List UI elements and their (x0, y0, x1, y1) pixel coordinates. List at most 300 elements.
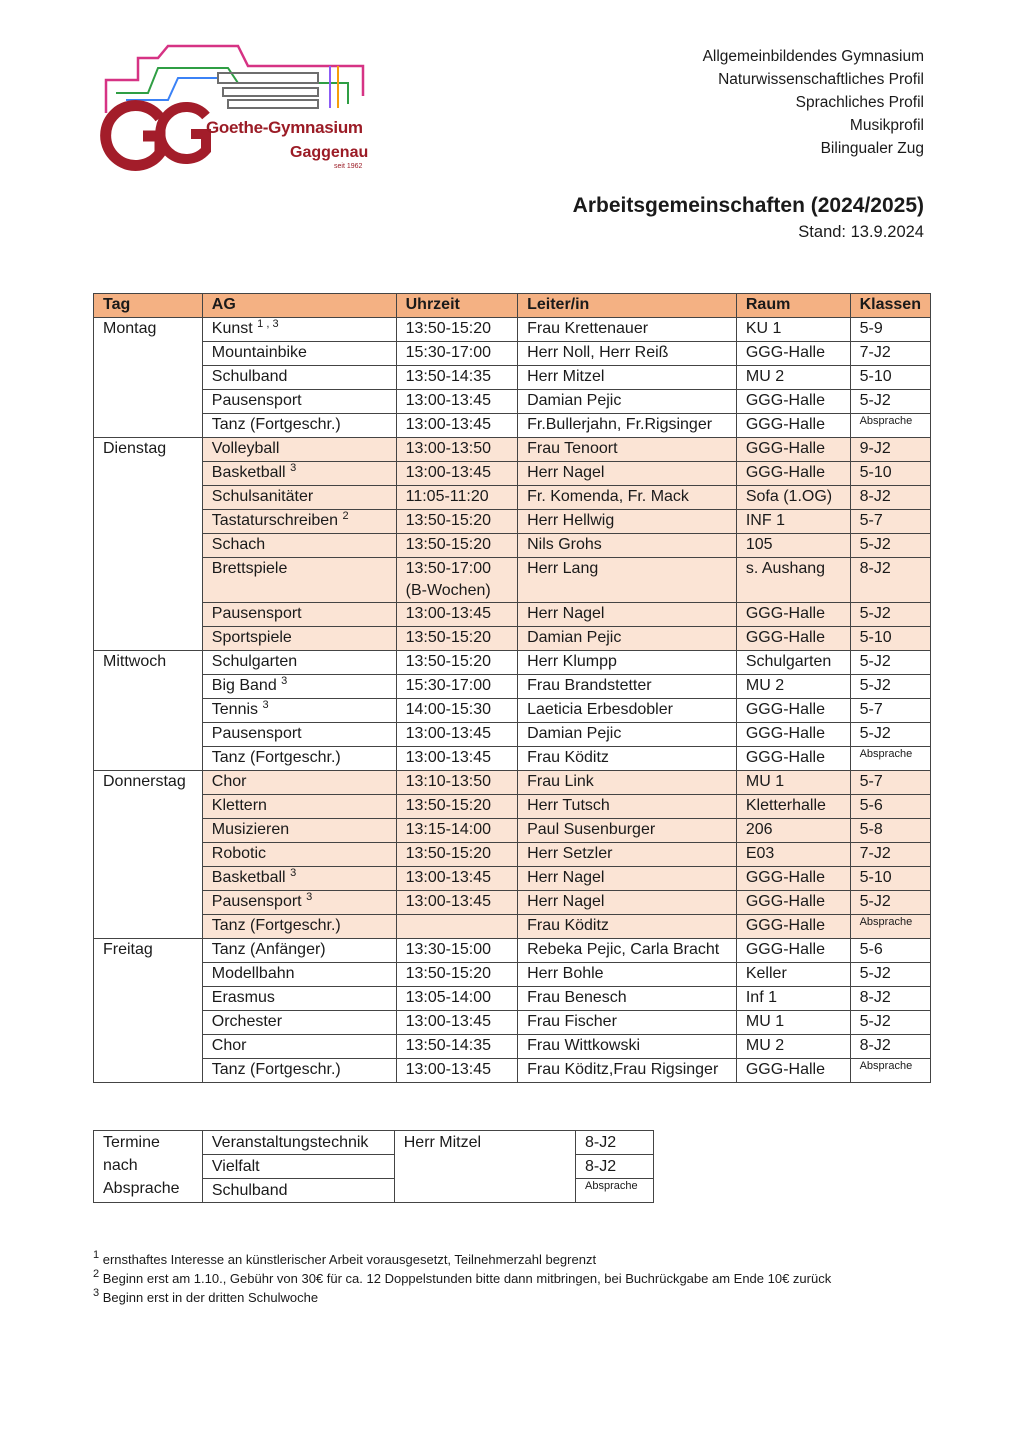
time-value: 13:50-14:35 (405, 368, 492, 385)
leader-cell: Herr Bohle (518, 963, 737, 987)
time-cell (396, 963, 517, 987)
classes-cell: 5-10 (850, 366, 930, 390)
ag-name: Mountainbike (211, 344, 307, 361)
time-cell (396, 771, 517, 795)
ag-cell (202, 318, 396, 342)
classes-small: Absprache (859, 748, 913, 760)
time-value: 13:50-14:35 (405, 1037, 492, 1054)
time-value: 11:05-11:20 (405, 488, 489, 505)
footnote-mark: 2 (93, 1268, 100, 1280)
ag-cell (202, 366, 396, 390)
ag-cell (202, 342, 396, 366)
table-row (94, 939, 931, 963)
table-row (94, 915, 931, 939)
header-tag: Tag (94, 294, 203, 318)
ag-cell (202, 603, 396, 627)
classes-cell: 5-9 (850, 318, 930, 342)
ag-cell (202, 651, 396, 675)
leader-cell: Herr Lang (518, 558, 737, 603)
classes-cell: 5-6 (850, 939, 930, 963)
profile-line: Sprachliches Profil (795, 94, 924, 111)
room-cell: Schulgarten (736, 651, 850, 675)
ag-name: Tanz (Fortgeschr.) (211, 917, 341, 934)
classes-cell (850, 414, 930, 438)
ag-name: Volleyball (211, 440, 280, 457)
ag-cell (202, 891, 396, 915)
time-cell (396, 747, 517, 771)
ag-cell (202, 414, 396, 438)
time-cell (396, 438, 517, 462)
leader-cell: Herr Tutsch (518, 795, 737, 819)
ag-name: Pausensport (211, 605, 302, 622)
room-cell: GGG-Halle (736, 891, 850, 915)
time-cell (396, 867, 517, 891)
room-cell: s. Aushang (736, 558, 850, 603)
room-cell: GGG-Halle (736, 438, 850, 462)
table-row (94, 558, 931, 603)
classes-cell: 5-J2 (850, 963, 930, 987)
time-value: 13:00-13:45 (405, 869, 492, 886)
leader-cell: Damian Pejic (518, 390, 737, 414)
ag-footnote-mark: 3 (290, 462, 297, 474)
leader-cell: Frau Krettenauer (518, 318, 737, 342)
classes-cell (850, 1059, 930, 1083)
time-cell (396, 486, 517, 510)
time-cell (396, 915, 517, 939)
leader-cell: Herr Nagel (518, 891, 737, 915)
ag-cell (202, 963, 396, 987)
time-value: 13:00-13:45 (405, 416, 492, 433)
time-cell (396, 318, 517, 342)
room-cell: GGG-Halle (736, 627, 850, 651)
time-cell (396, 462, 517, 486)
time-value: 13:00-13:50 (405, 440, 492, 457)
leader-cell: Herr Nagel (518, 867, 737, 891)
classes-cell: 8-J2 (850, 558, 930, 603)
leader-cell: Frau Wittkowski (518, 1035, 737, 1059)
room-cell: Sofa (1.OG) (736, 486, 850, 510)
ag-name: Big Band (211, 677, 277, 694)
room-cell: GGG-Halle (736, 915, 850, 939)
time-cell (396, 795, 517, 819)
ag-cell (202, 699, 396, 723)
ag-name: Tanz (Fortgeschr.) (211, 416, 341, 433)
footnote-mark: 3 (93, 1287, 100, 1299)
time-cell (396, 414, 517, 438)
classes-cell: 5-J2 (850, 534, 930, 558)
leader-cell: Frau Köditz,Frau Rigsinger (518, 1059, 737, 1083)
ag-name: Brettspiele (211, 560, 288, 577)
time-cell (396, 675, 517, 699)
leader-cell: Laeticia Erbesdobler (518, 699, 737, 723)
day-cell: Mittwoch (94, 651, 203, 771)
table-row (94, 1035, 931, 1059)
time-cell (396, 390, 517, 414)
day-cell: Donnerstag (94, 771, 203, 939)
time-cell (396, 1011, 517, 1035)
ag-cell (202, 795, 396, 819)
room-cell: KU 1 (736, 318, 850, 342)
table-row (94, 723, 931, 747)
room-cell: 105 (736, 534, 850, 558)
time-value: 13:00-13:45 (405, 893, 492, 910)
ag-name: Pausensport (211, 893, 302, 910)
room-cell: GGG-Halle (736, 747, 850, 771)
ag-cell (202, 534, 396, 558)
classes-cell: 5-J2 (850, 603, 930, 627)
room-cell: GGG-Halle (736, 699, 850, 723)
classes-cell: 7-J2 (850, 843, 930, 867)
ag-cell (202, 939, 396, 963)
ag-name: Basketball (211, 869, 286, 886)
day-cell: Dienstag (94, 438, 203, 651)
ag-name: Erasmus (211, 989, 275, 1006)
time-value: 13:00-13:45 (405, 605, 492, 622)
ag-cell (202, 867, 396, 891)
table-row (94, 366, 931, 390)
leader-cell: Frau Brandstetter (518, 675, 737, 699)
ag-name: Sportspiele (211, 629, 292, 646)
time-cell (396, 891, 517, 915)
time-value: 13:50-15:20 (405, 512, 492, 529)
table-row (94, 1131, 654, 1155)
classes-cell: 5-10 (850, 462, 930, 486)
classes-cell: 8-J2 (850, 486, 930, 510)
leader-cell: Herr Noll, Herr Reiß (518, 342, 737, 366)
time-cell (396, 939, 517, 963)
ag-cell (202, 510, 396, 534)
room-cell: GGG-Halle (736, 390, 850, 414)
ag-name: Tanz (Anfänger) (211, 941, 326, 958)
classes-cell: 5-8 (850, 819, 930, 843)
extra-label-line: Absprache (103, 1180, 180, 1197)
leader-cell: Herr Mitzel (518, 366, 737, 390)
footnotes (93, 1250, 831, 1307)
time-value: 13:00-13:45 (405, 749, 492, 766)
leader-cell: Frau Link (518, 771, 737, 795)
time-value: 13:50-17:00 (405, 560, 492, 577)
ag-cell (202, 723, 396, 747)
time-cell (396, 819, 517, 843)
table-row (94, 486, 931, 510)
room-cell: Inf 1 (736, 987, 850, 1011)
room-cell: GGG-Halle (736, 867, 850, 891)
leader-cell: Nils Grohs (518, 534, 737, 558)
leader-cell: Herr Hellwig (518, 510, 737, 534)
school-profiles (703, 45, 924, 160)
ag-cell (202, 1011, 396, 1035)
classes-cell: 5-10 (850, 867, 930, 891)
time-value: 13:00-13:45 (405, 1061, 492, 1078)
classes-cell: 8-J2 (850, 1035, 930, 1059)
table-row (94, 342, 931, 366)
table-header-row (94, 294, 931, 318)
room-cell: 206 (736, 819, 850, 843)
leader-cell: Herr Nagel (518, 603, 737, 627)
profile-line: Musikprofil (849, 117, 924, 134)
table-row (94, 867, 931, 891)
room-cell: MU 2 (736, 675, 850, 699)
table-row (94, 627, 931, 651)
room-cell: GGG-Halle (736, 723, 850, 747)
ag-footnote-mark: 3 (290, 867, 297, 879)
classes-small: Absprache (859, 916, 913, 928)
time-cell (396, 843, 517, 867)
footnote (93, 1288, 831, 1307)
document-date: Stand: 13.9.2024 (798, 223, 924, 241)
time-cell (396, 723, 517, 747)
leader-cell: Herr Nagel (518, 462, 737, 486)
ag-cell (202, 486, 396, 510)
time-value: 13:10-13:50 (405, 773, 492, 790)
day-cell: Montag (94, 318, 203, 438)
footnote-text: ernsthaftes Interesse an künstlerischer Arbeit vorausgesetzt, Teilnehmerzahl begrenzt (102, 1252, 597, 1267)
table-row (94, 699, 931, 723)
extra-ag: Veranstaltungstechnik (202, 1131, 394, 1155)
table-row (94, 795, 931, 819)
room-cell: MU 1 (736, 771, 850, 795)
time-value: 13:15-14:00 (405, 821, 492, 838)
classes-cell: 5-7 (850, 771, 930, 795)
ag-footnote-mark: 2 (342, 510, 349, 522)
table-row (94, 603, 931, 627)
time-value: 13:00-13:45 (405, 464, 492, 481)
classes-cell: 5-J2 (850, 390, 930, 414)
ag-cell (202, 819, 396, 843)
ag-footnote-mark: 3 (281, 675, 288, 687)
leader-cell: Herr Klumpp (518, 651, 737, 675)
room-cell: Kletterhalle (736, 795, 850, 819)
leader-cell: Frau Köditz (518, 747, 737, 771)
ag-name: Schach (211, 536, 266, 553)
ag-cell (202, 627, 396, 651)
ag-table-body (94, 318, 931, 1083)
room-cell: MU 1 (736, 1011, 850, 1035)
table-row (94, 987, 931, 1011)
room-cell: GGG-Halle (736, 414, 850, 438)
extra-label-line: Termine (103, 1134, 160, 1151)
classes-cell: 5-7 (850, 510, 930, 534)
time-note: (B-Wochen) (405, 582, 491, 599)
time-value: 15:30-17:00 (405, 344, 492, 361)
room-cell: MU 2 (736, 1035, 850, 1059)
ag-cell (202, 747, 396, 771)
time-value: 14:00-15:30 (405, 701, 492, 718)
ag-name: Schulband (211, 368, 288, 385)
time-value: 15:30-17:00 (405, 677, 492, 694)
time-cell (396, 534, 517, 558)
time-cell (396, 558, 517, 603)
ag-cell (202, 438, 396, 462)
ag-name: Kunst (211, 320, 253, 337)
extra-classes: 8-J2 (576, 1131, 654, 1155)
extra-label-line: nach (103, 1157, 138, 1174)
header-ag: AG (202, 294, 396, 318)
table-row (94, 438, 931, 462)
classes-cell: 9-J2 (850, 438, 930, 462)
ag-name: Tanz (Fortgeschr.) (211, 749, 341, 766)
ag-cell (202, 915, 396, 939)
classes-small: Absprache (859, 415, 913, 427)
leader-cell: Herr Setzler (518, 843, 737, 867)
classes-cell: 5-6 (850, 795, 930, 819)
ag-footnote-mark: 1 , 3 (257, 318, 279, 330)
table-row (94, 414, 931, 438)
time-value: 13:50-15:20 (405, 536, 492, 553)
time-value: 13:50-15:20 (405, 320, 492, 337)
footnote-text: Beginn erst in der dritten Schulwoche (102, 1290, 319, 1305)
table-row (94, 318, 931, 342)
table-row (94, 534, 931, 558)
ag-cell (202, 987, 396, 1011)
ag-name: Robotic (211, 845, 267, 862)
extra-label (94, 1131, 203, 1203)
classes-cell (850, 747, 930, 771)
ag-name: Tastaturschreiben (211, 512, 339, 529)
leader-cell: Fr.Bullerjahn, Fr.Rigsinger (518, 414, 737, 438)
ag-cell (202, 462, 396, 486)
extra-classes-small: Absprache (585, 1180, 638, 1192)
ag-name: Orchester (211, 1013, 283, 1030)
ag-name: Musizieren (211, 821, 290, 838)
ag-cell (202, 771, 396, 795)
time-cell (396, 651, 517, 675)
footnote (93, 1250, 831, 1269)
classes-cell: 5-J2 (850, 651, 930, 675)
ag-name: Schulsanitäter (211, 488, 314, 505)
ag-cell (202, 390, 396, 414)
room-cell: GGG-Halle (736, 342, 850, 366)
leader-cell: Frau Tenoort (518, 438, 737, 462)
time-value: 13:00-13:45 (405, 725, 492, 742)
ag-name: Modellbahn (211, 965, 295, 982)
classes-cell: 5-7 (850, 699, 930, 723)
table-row (94, 675, 931, 699)
extra-ag: Schulband (202, 1179, 394, 1203)
ag-name: Klettern (211, 797, 267, 814)
table-row (94, 462, 931, 486)
classes-cell: 8-J2 (850, 987, 930, 1011)
leader-cell: Damian Pejic (518, 723, 737, 747)
table-row (94, 747, 931, 771)
profile-line: Bilingualer Zug (820, 140, 924, 157)
leader-cell: Frau Benesch (518, 987, 737, 1011)
ag-name: Pausensport (211, 725, 302, 742)
header-uhrzeit: Uhrzeit (396, 294, 517, 318)
school-name: Goethe-Gymnasium (206, 118, 363, 137)
day-cell: Freitag (94, 939, 203, 1083)
leader-cell: Fr. Komenda, Fr. Mack (518, 486, 737, 510)
leader-cell: Frau Köditz (518, 915, 737, 939)
footnote-text: Beginn erst am 1.10., Gebühr von 30€ für ca. 12 Doppelstunden bitte dann mitbringen, bei Buchrückgabe am Ende 10€ zurück (102, 1271, 832, 1286)
school-logo (98, 38, 398, 178)
room-cell: Keller (736, 963, 850, 987)
time-value: 13:50-15:20 (405, 653, 492, 670)
classes-cell: 5-J2 (850, 675, 930, 699)
header-leiter: Leiter/in (518, 294, 737, 318)
time-value: 13:30-15:00 (405, 941, 492, 958)
extra-leader: Herr Mitzel (394, 1131, 575, 1203)
time-cell (396, 603, 517, 627)
time-cell (396, 987, 517, 1011)
leader-cell: Paul Susenburger (518, 819, 737, 843)
table-row (94, 651, 931, 675)
time-cell (396, 627, 517, 651)
classes-small: Absprache (859, 1060, 913, 1072)
leader-cell: Rebeka Pejic, Carla Bracht (518, 939, 737, 963)
time-cell (396, 342, 517, 366)
extra-classes (576, 1179, 654, 1203)
ag-name: Pausensport (211, 392, 302, 409)
time-value: 13:50-15:20 (405, 797, 492, 814)
room-cell: GGG-Halle (736, 462, 850, 486)
document-title: Arbeitsgemeinschaften (2024/2025) (572, 194, 924, 217)
time-value: 13:00-13:45 (405, 392, 492, 409)
ag-name: Tanz (Fortgeschr.) (211, 1061, 341, 1078)
time-value: 13:50-15:20 (405, 629, 492, 646)
extra-ag: Vielfalt (202, 1155, 394, 1179)
school-city: Gaggenau (290, 144, 369, 161)
room-cell: GGG-Halle (736, 603, 850, 627)
room-cell: GGG-Halle (736, 1059, 850, 1083)
leader-cell: Damian Pejic (518, 627, 737, 651)
table-row (94, 1011, 931, 1035)
table-row (94, 771, 931, 795)
ag-cell (202, 675, 396, 699)
footnote (93, 1269, 831, 1288)
time-cell (396, 1059, 517, 1083)
ag-cell (202, 558, 396, 603)
table-row (94, 390, 931, 414)
leader-cell: Frau Fischer (518, 1011, 737, 1035)
extra-table (93, 1130, 654, 1203)
time-value: 13:50-15:20 (405, 965, 492, 982)
ag-name: Chor (211, 773, 247, 790)
room-cell: MU 2 (736, 366, 850, 390)
table-row (94, 819, 931, 843)
footnote-mark: 1 (93, 1249, 100, 1261)
classes-cell: 5-10 (850, 627, 930, 651)
time-cell (396, 699, 517, 723)
header-klassen: Klassen (850, 294, 930, 318)
ag-cell (202, 1059, 396, 1083)
ag-name: Chor (211, 1037, 247, 1054)
ag-name: Schulgarten (211, 653, 298, 670)
table-row (94, 843, 931, 867)
ag-footnote-mark: 3 (262, 699, 269, 711)
time-value: 13:50-15:20 (405, 845, 492, 862)
time-value: 13:00-13:45 (405, 1013, 492, 1030)
extra-classes: 8-J2 (576, 1155, 654, 1179)
school-since: seit 1962 (334, 163, 363, 170)
ag-schedule-table (93, 293, 931, 1083)
time-value: 13:05-14:00 (405, 989, 492, 1006)
table-row (94, 891, 931, 915)
header-raum: Raum (736, 294, 850, 318)
ag-name: Basketball (211, 464, 286, 481)
table-row (94, 963, 931, 987)
classes-cell: 5-J2 (850, 1011, 930, 1035)
profile-line: Allgemeinbildendes Gymnasium (702, 48, 924, 65)
room-cell: GGG-Halle (736, 939, 850, 963)
classes-cell: 7-J2 (850, 342, 930, 366)
table-row (94, 510, 931, 534)
time-cell (396, 366, 517, 390)
ag-footnote-mark: 3 (306, 891, 313, 903)
time-cell (396, 1035, 517, 1059)
room-cell: INF 1 (736, 510, 850, 534)
profile-line: Naturwissenschaftliches Profil (718, 71, 924, 88)
